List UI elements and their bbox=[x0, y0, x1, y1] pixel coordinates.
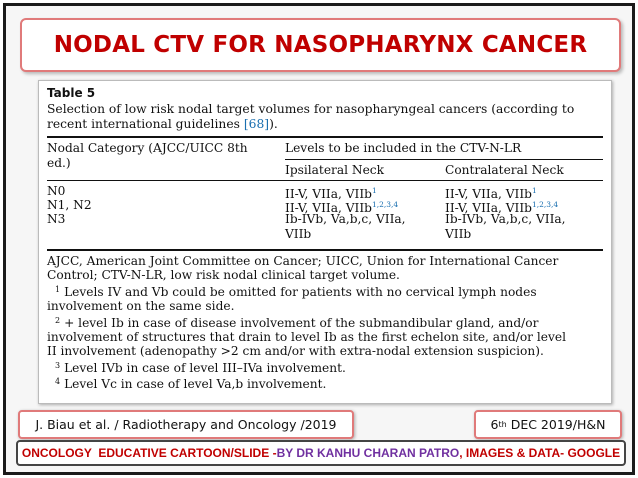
header-bottom-rule bbox=[47, 180, 603, 181]
footnote-4 bbox=[47, 375, 607, 391]
row-n1n2-ipsi-footnote[interactable]: 1,2,3,4 bbox=[371, 200, 399, 209]
footer-part1: ONCOLOGY EDUCATIVE CARTOON/SLIDE - bbox=[21, 446, 277, 460]
date-box bbox=[474, 410, 622, 439]
footnote-2-cont1: involvement of structures that drain to level Ib as the first echelon site, and/or level bbox=[47, 330, 566, 345]
footnote-4-mark: 4 bbox=[55, 377, 61, 387]
table-bottom-rule bbox=[47, 249, 603, 251]
table-label: Table 5 bbox=[47, 86, 96, 100]
row-n0-contra-text: II-V, VIIa, VIIb bbox=[445, 187, 532, 201]
row-n1n2-ipsi-text: II-V, VIIa, VIIb bbox=[285, 201, 372, 215]
table-footnotes bbox=[47, 254, 607, 392]
abbreviations-line1: AJCC, American Joint Committee on Cancer; UICC, Union for International Cancer bbox=[47, 254, 559, 268]
footnote-1-mark: 1 bbox=[55, 284, 61, 294]
footnote-1 bbox=[47, 283, 607, 299]
caption-reference-link[interactable]: [68] bbox=[243, 117, 270, 131]
title-box bbox=[20, 18, 621, 72]
caption-end: ). bbox=[269, 117, 278, 131]
row-n3-ipsi-line2: VIIb bbox=[285, 226, 312, 241]
row-n0-category: N0 bbox=[47, 184, 66, 198]
row-n1n2-contra-footnote[interactable]: 1,2,3,4 bbox=[531, 200, 559, 209]
footnote-4-line1: Level Vc in case of level Va,b involvement. bbox=[64, 377, 327, 392]
row-n3-ipsi bbox=[285, 212, 406, 241]
row-n0-ipsi-footnote[interactable]: 1 bbox=[371, 186, 377, 195]
caption-text: Selection of low risk nodal target volumes for nasopharyngeal cancers (according to recent international guidelines bbox=[47, 102, 575, 131]
footnote-1-line1: Levels IV and Vb could be omitted for patients with no cervical lymph nodes bbox=[64, 284, 537, 299]
source-citation-box bbox=[18, 410, 354, 439]
slide-title: NODAL CTV FOR NASOPHARYNX CANCER bbox=[53, 32, 588, 58]
footnote-2-cont2: II involvement (adenopathy >2 cm and/or with extra-nodal extension suspicion). bbox=[47, 344, 544, 359]
footnote-2-line1: + level Ib in case of disease involvement of the submandibular gland, and/or bbox=[64, 315, 539, 330]
footnote-1-cont: involvement on the same side. bbox=[47, 299, 235, 314]
footnote-2-mark: 2 bbox=[55, 315, 61, 325]
date-suffix: th bbox=[498, 420, 507, 429]
slide bbox=[3, 3, 635, 475]
header-ipsilateral: Ipsilateral Neck bbox=[285, 163, 384, 177]
header-levels: Levels to be included in the CTV-N-LR bbox=[285, 141, 522, 155]
row-n3-contra-line1: Ib-IVb, Va,b,c, VIIa, bbox=[445, 212, 566, 226]
row-n3-contra bbox=[445, 212, 566, 241]
row-n3-ipsi-line1: Ib-IVb, Va,b,c, VIIa, bbox=[285, 212, 406, 226]
row-n0-contra-footnote[interactable]: 1 bbox=[531, 186, 537, 195]
row-n1n2-contra-text: II-V, VIIa, VIIb bbox=[445, 201, 532, 215]
header-nodal-category-line1: Nodal Category (AJCC/UICC 8th bbox=[47, 141, 248, 155]
abbreviations-line2: Control; CTV-N-LR, low risk nodal clinical target volume. bbox=[47, 268, 400, 283]
table-caption bbox=[47, 102, 603, 132]
table-image bbox=[38, 80, 612, 404]
header-contralateral: Contralateral Neck bbox=[445, 163, 564, 177]
footnote-3-mark: 3 bbox=[55, 360, 61, 370]
footnote-3 bbox=[47, 359, 607, 375]
footnote-2 bbox=[47, 314, 607, 330]
footer-banner bbox=[16, 440, 626, 466]
row-n0-ipsi-text: II-V, VIIa, VIIb bbox=[285, 187, 372, 201]
date-rest: DEC 2019/H&N bbox=[506, 417, 606, 432]
row-n3-category: N3 bbox=[47, 212, 66, 226]
footnote-3-line1: Level IVb in case of level III–IVa involvement. bbox=[64, 360, 346, 375]
date-day: 6 bbox=[490, 417, 499, 432]
footer-author: BY DR KANHU CHARAN PATRO bbox=[276, 446, 460, 460]
header-sub-rule bbox=[285, 159, 603, 160]
header-nodal-category bbox=[47, 141, 248, 170]
header-nodal-category-line2: ed.) bbox=[47, 155, 71, 170]
row-n1n2-category: N1, N2 bbox=[47, 198, 92, 212]
source-citation: J. Biau et al. / Radiotherapy and Oncology /2019 bbox=[35, 417, 337, 432]
row-n3-contra-line2: VIIb bbox=[445, 226, 472, 241]
table-top-rule bbox=[47, 136, 603, 138]
footer-part3: , IMAGES & DATA- GOOGLE bbox=[459, 446, 621, 460]
